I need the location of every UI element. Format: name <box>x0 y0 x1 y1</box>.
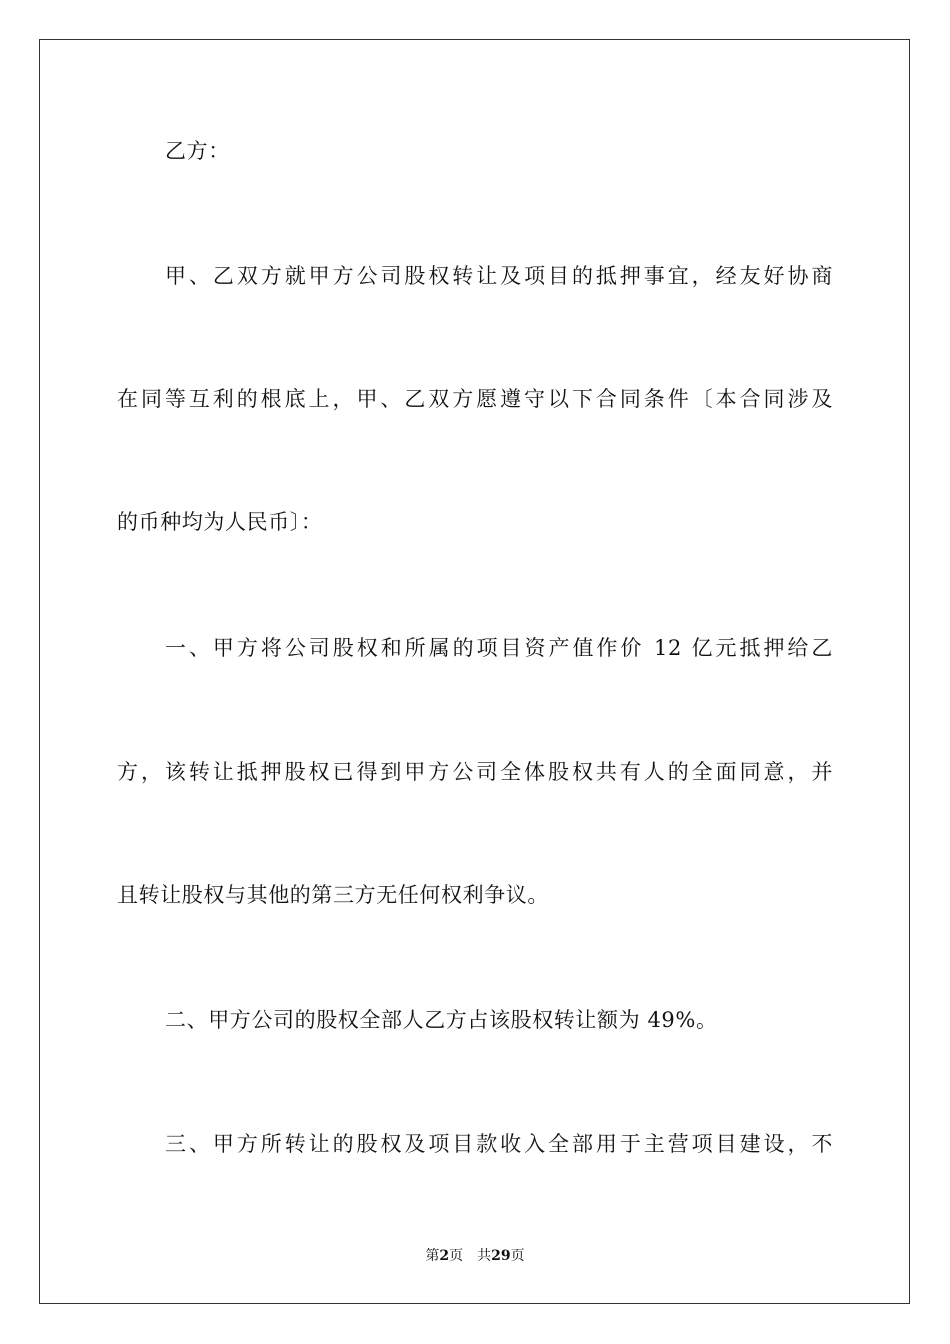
paragraph-intro-line-1: 甲、乙双方就甲方公司股权转让及项目的抵押事宜，经友好协商 <box>165 264 833 288</box>
clause-one-line-3: 且转让股权与其他的第三方无任何权利争议。 <box>117 883 549 907</box>
footer-page-number: 2 <box>439 1248 450 1264</box>
paragraph-intro-line-2: 在同等互利的根底上，甲、乙双方愿遵守以下合同条件〔本合同涉及 <box>117 387 833 411</box>
footer-page-suffix: 页 <box>449 1248 464 1264</box>
clause-one-line-1: 一、甲方将公司股权和所属的项目资产值作价 12 亿元抵押给乙 <box>165 636 833 660</box>
clause-three-line-1: 三、甲方所转让的股权及项目款收入全部用于主营项目建设，不 <box>165 1132 833 1156</box>
party-b-label: 乙方： <box>165 139 230 163</box>
page-border <box>39 39 910 1304</box>
clause-two: 二、甲方公司的股权全部人乙方占该股权转让额为 49%。 <box>165 1008 718 1032</box>
footer-total-prefix: 共 <box>477 1248 492 1264</box>
footer-total-pages: 29 <box>491 1248 511 1264</box>
clause-one-line-2: 方，该转让抵押股权已得到甲方公司全体股权共有人的全面同意，并 <box>117 760 833 784</box>
footer-page-prefix: 第 <box>425 1248 440 1264</box>
paragraph-intro-line-3: 的币种均为人民币〕： <box>117 510 323 534</box>
page-footer <box>0 1246 950 1266</box>
footer-total-suffix: 页 <box>510 1248 525 1264</box>
